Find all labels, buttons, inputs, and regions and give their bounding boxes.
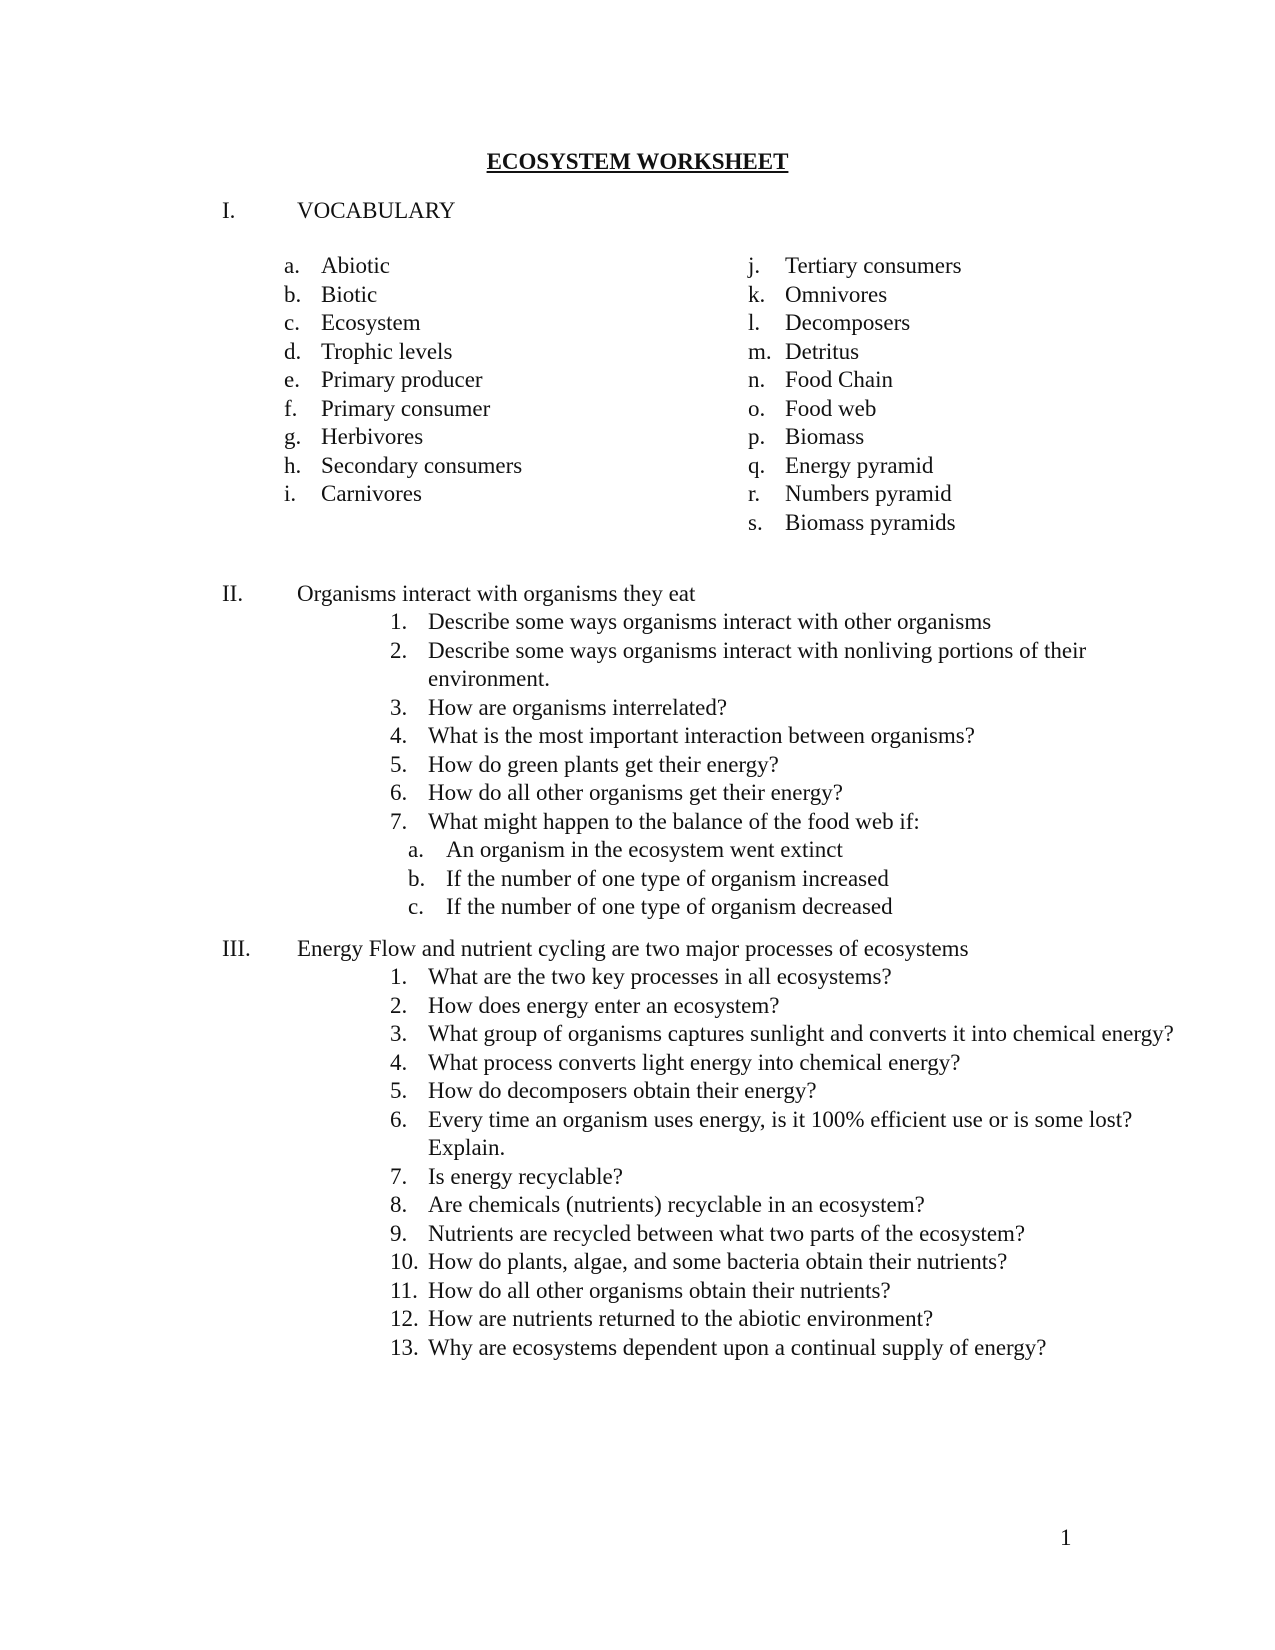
vocab-letter: b. <box>284 281 302 307</box>
question-text: Describe some ways organisms interact with nonliving portions of their environment. <box>428 637 1087 691</box>
sub-question-item <box>390 893 1186 922</box>
vocab-letter: l. <box>748 310 761 335</box>
vocab-letter: j. <box>748 253 761 278</box>
question-item <box>390 722 1188 751</box>
vocab-term: Food web <box>785 395 877 421</box>
question-item <box>390 779 1188 808</box>
question-text: Are chemicals (nutrients) recyclable in an ecosystem? <box>428 1192 925 1217</box>
section-numeral: III. <box>222 936 251 961</box>
question-number: 7. <box>390 808 408 834</box>
question-text: What process converts light energy into chemical energy? <box>428 1049 961 1075</box>
question-item <box>390 963 1188 992</box>
vocab-letter: g. <box>284 424 302 449</box>
vocab-term: Omnivores <box>785 281 888 307</box>
vocab-letter: p. <box>748 424 766 449</box>
vocab-letter: f. <box>284 395 298 421</box>
vocab-term: Abiotic <box>321 253 390 278</box>
question-item <box>390 1049 1188 1078</box>
vocab-letter: a. <box>284 253 300 278</box>
sub-question-text: If the number of one type of organism increased <box>446 865 889 891</box>
question-item <box>390 1163 1188 1192</box>
sub-question-text: An organism in the ecosystem went extinct <box>446 837 843 862</box>
vocab-term: Numbers pyramid <box>785 481 952 506</box>
sub-question-letter: c. <box>408 894 424 919</box>
section-numeral: II. <box>222 581 244 606</box>
vocab-term: Biotic <box>321 281 378 307</box>
vocab-letter: d. <box>284 338 302 364</box>
vocab-term: Decomposers <box>785 310 911 335</box>
question-number: 2. <box>390 637 408 663</box>
question-item <box>390 1334 1188 1363</box>
vocab-letter: h. <box>284 452 302 478</box>
question-text: How do green plants get their energy? <box>428 751 779 777</box>
vocab-letter: k. <box>748 281 766 307</box>
vocab-term: Trophic levels <box>321 338 453 364</box>
question-text: How do all other organisms obtain their nutrients? <box>428 1277 891 1303</box>
question-number: 11. <box>390 1277 418 1303</box>
question-text: How do all other organisms get their energy? <box>428 780 843 805</box>
vocab-term: Carnivores <box>321 481 422 506</box>
sub-question-letter: b. <box>408 865 426 891</box>
vocab-letter: m. <box>748 338 772 364</box>
vocab-letter: q. <box>748 452 766 478</box>
question-text: How are organisms interrelated? <box>428 694 728 720</box>
question-text: Is energy recyclable? <box>428 1163 623 1189</box>
question-number: 12. <box>390 1306 419 1331</box>
question-number: 1. <box>390 609 408 634</box>
question-text: What are the two key processes in all ecosystems? <box>428 964 892 989</box>
vocab-letter: i. <box>284 481 297 506</box>
question-item <box>390 751 1188 780</box>
question-number: 2. <box>390 992 408 1018</box>
section-2-questions <box>390 608 1188 922</box>
question-number: 10. <box>390 1249 419 1274</box>
question-item <box>390 992 1188 1021</box>
question-number: 5. <box>390 1078 408 1103</box>
question-text: Why are ecosystems dependent upon a continual supply of energy? <box>428 1334 1047 1360</box>
vocab-letter: e. <box>284 367 300 392</box>
question-item <box>390 1106 1188 1163</box>
question-number: 4. <box>390 723 408 748</box>
section-title: Organisms interact with organisms they eat <box>297 581 696 606</box>
vocab-term: Biomass <box>785 424 865 449</box>
question-number: 8. <box>390 1192 408 1217</box>
section-title: VOCABULARY <box>297 198 456 223</box>
worksheet-title: ECOSYSTEM WORKSHEET <box>486 149 789 174</box>
question-item <box>390 1077 1188 1106</box>
question-number: 4. <box>390 1049 408 1075</box>
vocab-term: Tertiary consumers <box>785 253 962 278</box>
vocab-term: Energy pyramid <box>785 452 934 478</box>
page-number: 1 <box>1060 1525 1072 1550</box>
question-item <box>390 1248 1188 1277</box>
question-number: 5. <box>390 751 408 777</box>
vocab-letter: c. <box>284 310 300 335</box>
vocab-term: Secondary consumers <box>321 452 523 478</box>
question-item <box>390 694 1188 723</box>
question-text: How are nutrients returned to the abiotic environment? <box>428 1306 934 1331</box>
vocab-letter: s. <box>748 509 763 535</box>
question-item <box>390 1277 1188 1306</box>
question-number: 3. <box>390 1021 408 1046</box>
question-number: 3. <box>390 694 408 720</box>
sub-question-item <box>390 865 1186 894</box>
question-number: 6. <box>390 780 408 805</box>
question-text: How do decomposers obtain their energy? <box>428 1078 817 1103</box>
question-item <box>390 1305 1188 1334</box>
question-number: 6. <box>390 1106 408 1132</box>
question-text: Describe some ways organisms interact with other organisms <box>428 609 992 634</box>
question-item <box>390 1220 1188 1249</box>
question-number: 9. <box>390 1220 408 1246</box>
vocab-term: Biomass pyramids <box>785 509 956 535</box>
vocab-letter: n. <box>748 367 766 392</box>
sub-question-letter: a. <box>408 837 424 862</box>
question-text: What group of organisms captures sunlight and converts it into chemical energy? <box>428 1021 1174 1046</box>
question-number: 7. <box>390 1163 408 1189</box>
vocab-term: Food Chain <box>785 367 893 392</box>
question-item <box>390 637 1188 694</box>
vocab-letter: o. <box>748 395 766 421</box>
sub-question-item <box>390 836 1186 865</box>
question-text: Nutrients are recycled between what two parts of the ecosystem? <box>428 1220 1026 1246</box>
question-text: What is the most important interaction between organisms? <box>428 723 975 748</box>
question-number: 13. <box>390 1334 419 1360</box>
question-item <box>390 808 1188 837</box>
vocab-letter: r. <box>748 481 761 506</box>
sub-question-text: If the number of one type of organism decreased <box>446 894 893 919</box>
vocab-term: Ecosystem <box>321 310 421 335</box>
section-title: Energy Flow and nutrient cycling are two major processes of ecosystems <box>297 936 969 961</box>
question-number: 1. <box>390 964 408 989</box>
section-3-questions <box>390 963 1188 1362</box>
question-item <box>390 1020 1188 1049</box>
section-numeral: I. <box>222 198 236 223</box>
vocab-term: Herbivores <box>321 424 424 449</box>
question-text: How do plants, algae, and some bacteria obtain their nutrients? <box>428 1249 1008 1274</box>
question-item <box>390 608 1188 637</box>
question-text: Every time an organism uses energy, is it 100% efficient use or is some lost? Explain. <box>428 1106 1133 1160</box>
vocab-term: Primary consumer <box>321 395 491 421</box>
question-text: What might happen to the balance of the food web if: <box>428 808 920 834</box>
question-text: How does energy enter an ecosystem? <box>428 992 780 1018</box>
vocab-term: Primary producer <box>321 367 483 392</box>
question-item <box>390 1191 1188 1220</box>
vocab-term: Detritus <box>785 338 860 364</box>
